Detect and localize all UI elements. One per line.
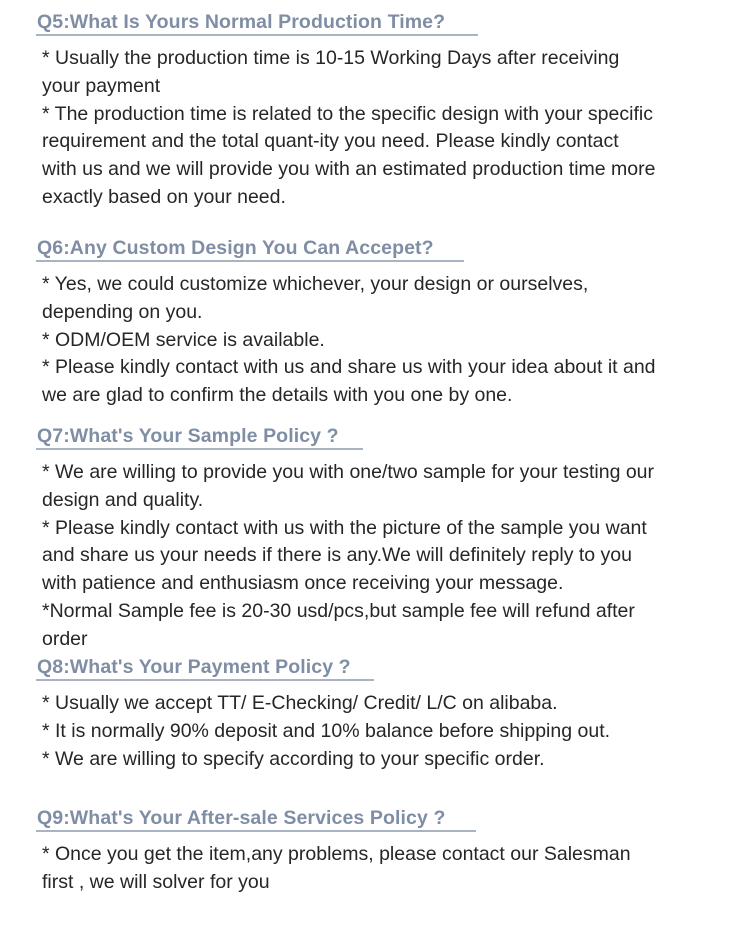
heading-underline xyxy=(36,679,374,681)
answer-line: * ODM/OEM service is available. xyxy=(42,328,325,351)
answer-line: we are glad to confirm the details with you one by one. xyxy=(42,384,513,407)
answer-line: * The production time is related to the specific design with your specific xyxy=(42,102,653,125)
answer-line: requirement and the total quant-ity you need. Please kindly contact xyxy=(42,130,619,153)
heading-underline xyxy=(36,830,476,832)
answer-text xyxy=(42,841,732,897)
answer-line: design and quality. xyxy=(42,488,204,511)
answer-line: * Usually the production time is 10-15 Working Days after receiving xyxy=(42,47,620,69)
question-heading: Q8:What's Your Payment Policy ? xyxy=(37,656,351,678)
answer-line: * Usually we accept TT/ E-Checking/ Credit/ L/C on alibaba. xyxy=(42,692,558,714)
answer-line: * Please kindly contact with us with the picture of the sample you want xyxy=(42,516,647,539)
answer-text xyxy=(42,690,732,773)
answer-line: * We are willing to specify according to your specific order. xyxy=(42,747,545,770)
answer-line: * It is normally 90% deposit and 10% balance before shipping out. xyxy=(42,719,611,742)
answer-text xyxy=(42,271,732,410)
question-heading: Q7:What's Your Sample Policy ? xyxy=(37,425,339,447)
heading-underline xyxy=(36,260,464,262)
answer-text xyxy=(42,45,732,212)
answer-line: * Yes, we could customize whichever, your design or ourselves, xyxy=(42,273,589,295)
answer-line: * Please kindly contact with us and share us with your idea about it and xyxy=(42,356,656,379)
answer-line: order xyxy=(42,627,88,650)
answer-text xyxy=(42,459,732,654)
answer-line: and share us your needs if there is any.We will definitely reply to you xyxy=(42,544,632,567)
answer-line: *Normal Sample fee is 20-30 usd/pcs,but sample fee will refund after xyxy=(42,599,635,622)
answer-line: * Once you get the item,any problems, please contact our Salesman xyxy=(42,843,631,865)
answer-line: exactly based on your need. xyxy=(42,185,286,208)
heading-underline xyxy=(36,34,478,36)
answer-line: depending on you. xyxy=(42,300,203,323)
answer-line: first , we will solver for you xyxy=(42,870,270,893)
question-heading: Q9:What's Your After-sale Services Policy ? xyxy=(37,807,446,829)
answer-line: * We are willing to provide you with one/two sample for your testing our xyxy=(42,461,655,483)
heading-underline xyxy=(36,448,363,450)
answer-line: with us and we will provide you with an estimated production time more xyxy=(42,158,656,181)
answer-line: your payment xyxy=(42,74,161,97)
question-heading: Q6:Any Custom Design You Can Accepet? xyxy=(37,237,434,259)
answer-line: with patience and enthusiasm once receiving your message. xyxy=(42,572,564,595)
question-heading: Q5:What Is Yours Normal Production Time? xyxy=(37,11,446,33)
